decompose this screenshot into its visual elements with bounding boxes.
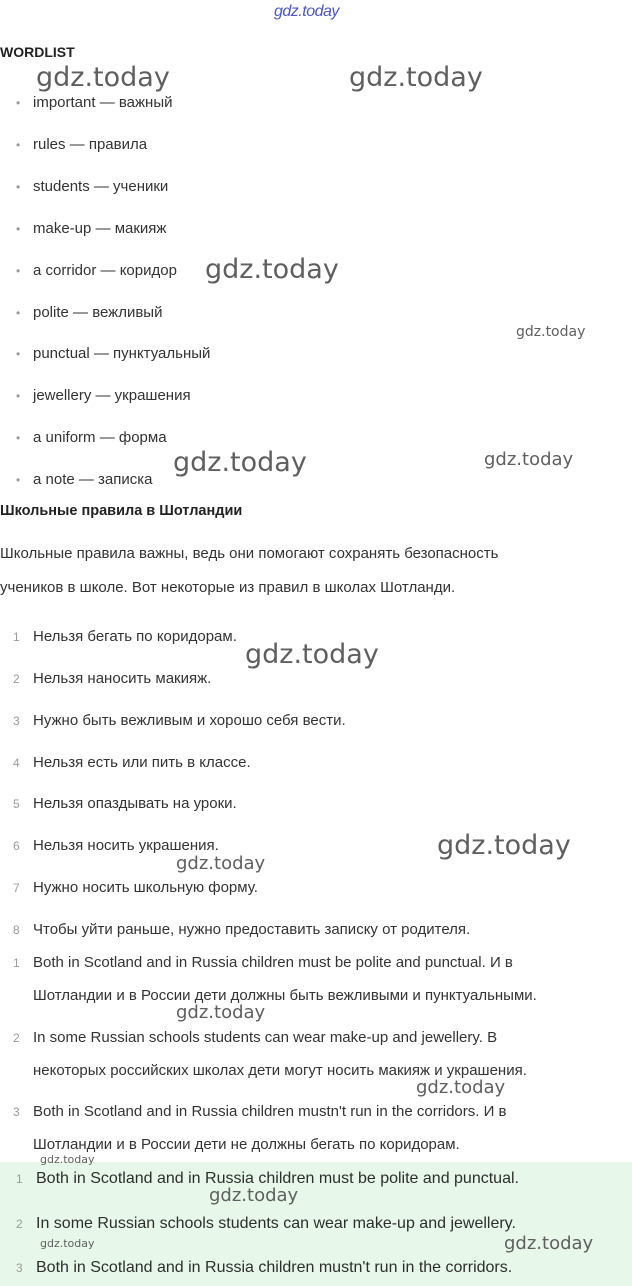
list-item-text: important — важный [33, 94, 173, 111]
watermark: gdz.today [484, 449, 574, 470]
item-number: 6 [13, 839, 20, 853]
watermark: gdz.today [36, 62, 170, 93]
list-item: • make-up — макияж [16, 220, 167, 237]
list-item-text: jewellery — украшения [33, 387, 191, 404]
list-item-text: a note — записка [33, 471, 153, 488]
item-number: 2 [13, 1031, 20, 1045]
item-number: 7 [13, 881, 20, 895]
watermark: gdz.today [40, 1153, 95, 1166]
item-text: Нужно быть вежливым и хорошо себя вести. [33, 712, 346, 729]
list-item [16, 1257, 512, 1279]
item-text: Both in Scotland and in Russia children must be polite and punctual. И в [33, 954, 513, 971]
item-text: Нельзя опаздывать на уроки. [33, 795, 237, 812]
watermark: gdz.today [173, 447, 307, 478]
item-number: 2 [16, 1217, 23, 1231]
list-item [13, 711, 346, 731]
item-text: Нужно носить школьную форму. [33, 879, 258, 896]
item-text: In some Russian schools students can wear make-up and jewellery. [36, 1215, 516, 1232]
item-number: 1 [13, 956, 20, 970]
list-item [13, 1102, 507, 1122]
item-text: Both in Scotland and in Russia children must be polite and punctual. [36, 1170, 519, 1187]
item-text: In some Russian schools students can wear make-up and jewellery. В [33, 1029, 498, 1046]
item-number: 4 [13, 756, 20, 770]
watermark: gdz.today [349, 62, 483, 93]
watermark: gdz.today [245, 639, 379, 670]
list-item-text: rules — правила [33, 136, 148, 153]
watermark: gdz.today [504, 1233, 594, 1254]
wordlist-title: WORDLIST [0, 44, 75, 60]
list-item: • a corridor — коридор [16, 262, 177, 279]
item-number: 3 [13, 714, 20, 728]
list-item-text: a corridor — коридор [33, 262, 177, 279]
watermark: gdz.today [205, 254, 339, 285]
list-item-text: a uniform — форма [33, 429, 167, 446]
item-text: Нельзя есть или пить в классе. [33, 754, 251, 771]
watermark: gdz.today [516, 324, 586, 340]
item-number: 1 [16, 1172, 23, 1186]
list-item: • important — важный [16, 94, 173, 111]
item-number: 5 [13, 797, 20, 811]
list-item [13, 669, 211, 689]
intro-line-1: Школьные правила важны, ведь они помогают сохранять безопасность [0, 545, 499, 562]
list-item: • students — ученики [16, 178, 169, 195]
list-item-text: punctual — пунктуальный [33, 345, 211, 362]
watermark: gdz.today [176, 1002, 266, 1023]
list-item-text: students — ученики [33, 178, 169, 195]
list-item [13, 920, 470, 940]
intro-line-2: учеников в школе. Вот некоторые из правил в школах Шотланди. [0, 579, 456, 596]
item-text: Нельзя носить украшения. [33, 837, 219, 854]
item-number: 8 [13, 923, 20, 937]
list-item [13, 878, 258, 898]
item-number: 3 [13, 1105, 20, 1119]
item-text: Чтобы уйти раньше, нужно предоставить записку от родителя. [33, 921, 471, 938]
list-item: • polite — вежливый [16, 304, 163, 321]
item-number: 1 [13, 630, 20, 644]
list-item [16, 1213, 516, 1235]
watermark: gdz.today [209, 1185, 299, 1206]
item-text: Both in Scotland and in Russia children mustn't run in the corridors. [36, 1259, 513, 1276]
list-item-text: polite — вежливый [33, 304, 163, 321]
list-item: • punctual — пунктуальный [16, 345, 211, 362]
list-item: • a note — записка [16, 471, 153, 488]
item-number: 3 [16, 1261, 23, 1275]
item-text: Нельзя бегать по коридорам. [33, 628, 237, 645]
item-number: 2 [13, 672, 20, 686]
translation-title: Школьные правила в Шотландии [0, 503, 243, 519]
watermark: gdz.today [176, 853, 266, 874]
item-text: Нельзя наносить макияж. [33, 670, 212, 687]
list-item-continuation: Шотландии и в России дети должны быть вежливыми и пунктуальными. [33, 987, 537, 1004]
list-item-continuation: некоторых российских школах дети могут носить макияж и украшения. [33, 1062, 527, 1079]
list-item-text: make-up — макияж [33, 220, 167, 237]
site-logo[interactable]: gdz.today [274, 3, 339, 20]
list-item [13, 1028, 497, 1048]
list-item: • jewellery — украшения [16, 387, 191, 404]
list-item [13, 953, 513, 973]
watermark: gdz.today [437, 830, 571, 861]
list-item: • rules — правила [16, 136, 148, 153]
list-item [13, 753, 251, 773]
list-item [13, 794, 237, 814]
list-item-continuation: Шотландии и в России дети не должны бегать по коридорам. [33, 1136, 460, 1153]
list-item: • a uniform — форма [16, 429, 167, 446]
watermark: gdz.today [40, 1237, 95, 1250]
item-text: Both in Scotland and in Russia children mustn't run in the corridors. И в [33, 1103, 507, 1120]
list-item [13, 627, 237, 647]
watermark: gdz.today [416, 1077, 506, 1098]
